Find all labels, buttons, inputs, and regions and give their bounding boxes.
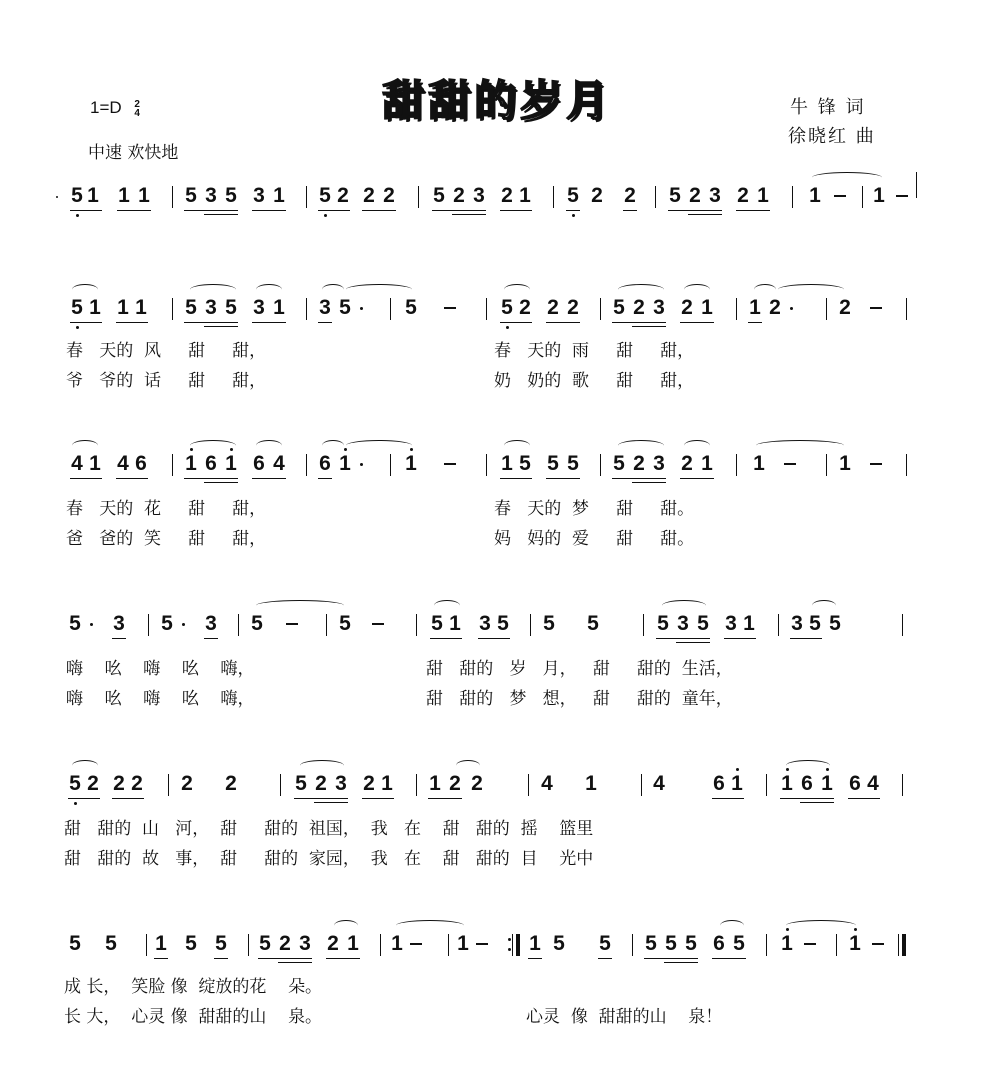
key-signature: [90, 98, 140, 118]
staff-system-2: 4 1 4 6 1 6 1 6 4 6 1 1 1 5 5 5 5 2 3 2 1 1 1: [0, 452, 992, 492]
lyric-verse2-line2: 爸 爸的 笑 甜 甜，: [66, 529, 267, 549]
repeat-end-dots: [508, 938, 511, 952]
tempo-marking: 中速 欢快地: [88, 143, 179, 163]
lyric-verse1-line4: 甜 甜的 山 河， 甜 甜的 祖国， 我 在 甜 甜的 摇 篮里: [64, 819, 594, 839]
lyric-coda-line5: 心灵 像 甜甜的山 泉！: [526, 1007, 723, 1027]
lyric-verse1-line1b: 春 天的 雨 甜 甜，: [494, 341, 695, 361]
song-title: 甜甜的岁月: [382, 76, 613, 125]
time-signature: 2 4: [134, 98, 140, 119]
staff-system-5: 5 5 1 5 5 5 2 3 2 1 1 1 1 5 5 5 5 5 6 5 1 1: [0, 932, 992, 972]
lyric-verse2-line2b: 妈 妈的 爱 甜 甜。: [494, 529, 695, 549]
lyric-verse1-line5: 成 长， 笑脸 像 绽放的花 朵。: [64, 977, 323, 997]
key-label: 1=D: [90, 98, 122, 117]
staff-system-intro: 5 1 1 1 5 3 5 3 1 5 2 2 2 5 2 3 2 1 5 2 2 5 2 3 2 1 1 1: [0, 184, 992, 224]
lyric-verse2-line3: 嗨 吆 嗨 吆 嗨，: [66, 689, 255, 709]
lyric-verse1-line1: 春 天的 风 甜 甜，: [66, 341, 267, 361]
lyric-verse1-line3: 嗨 吆 嗨 吆 嗨，: [66, 659, 255, 679]
staff-system-1: 5 1 1 1 5 3 5 3 1 3 5 5 5 2 2 2 5 2 3 2 1 1 2 2: [0, 296, 992, 336]
lyric-verse1-line2: 春 天的 花 甜 甜，: [66, 499, 267, 519]
lyric-verse1-line2b: 春 天的 梦 甜 甜。: [494, 499, 695, 519]
composer-credit: 徐晓红 曲: [788, 126, 876, 147]
lyric-verse2-line3b: 甜 甜的 梦 想， 甜 甜的 童年，: [426, 689, 733, 709]
lyric-verse2-line4: 甜 甜的 故 事， 甜 甜的 家园， 我 在 甜 甜的 目 光中: [64, 849, 594, 869]
lyric-verse2-line5: 长 大， 心灵 像 甜甜的山 泉。: [64, 1007, 323, 1027]
lyric-verse2-line1b: 奶 奶的 歌 甜 甜，: [494, 371, 695, 391]
lyric-verse1-line3b: 甜 甜的 岁 月， 甜 甜的 生活，: [426, 659, 733, 679]
staff-system-4: 5 2 2 2 2 2 5 2 3 2 1 1 2 2 4 1 4 6 1 1 6 1 6 4: [0, 772, 992, 812]
lyric-verse2-line1: 爷 爷的 话 甜 甜，: [66, 371, 267, 391]
staff-system-3: 5 3 5 3 5 5 5 1 3 5 5 5 5 3 5 3 1 3 5 5: [0, 612, 992, 652]
lyricist-credit: 牛 锋 词: [790, 97, 866, 118]
